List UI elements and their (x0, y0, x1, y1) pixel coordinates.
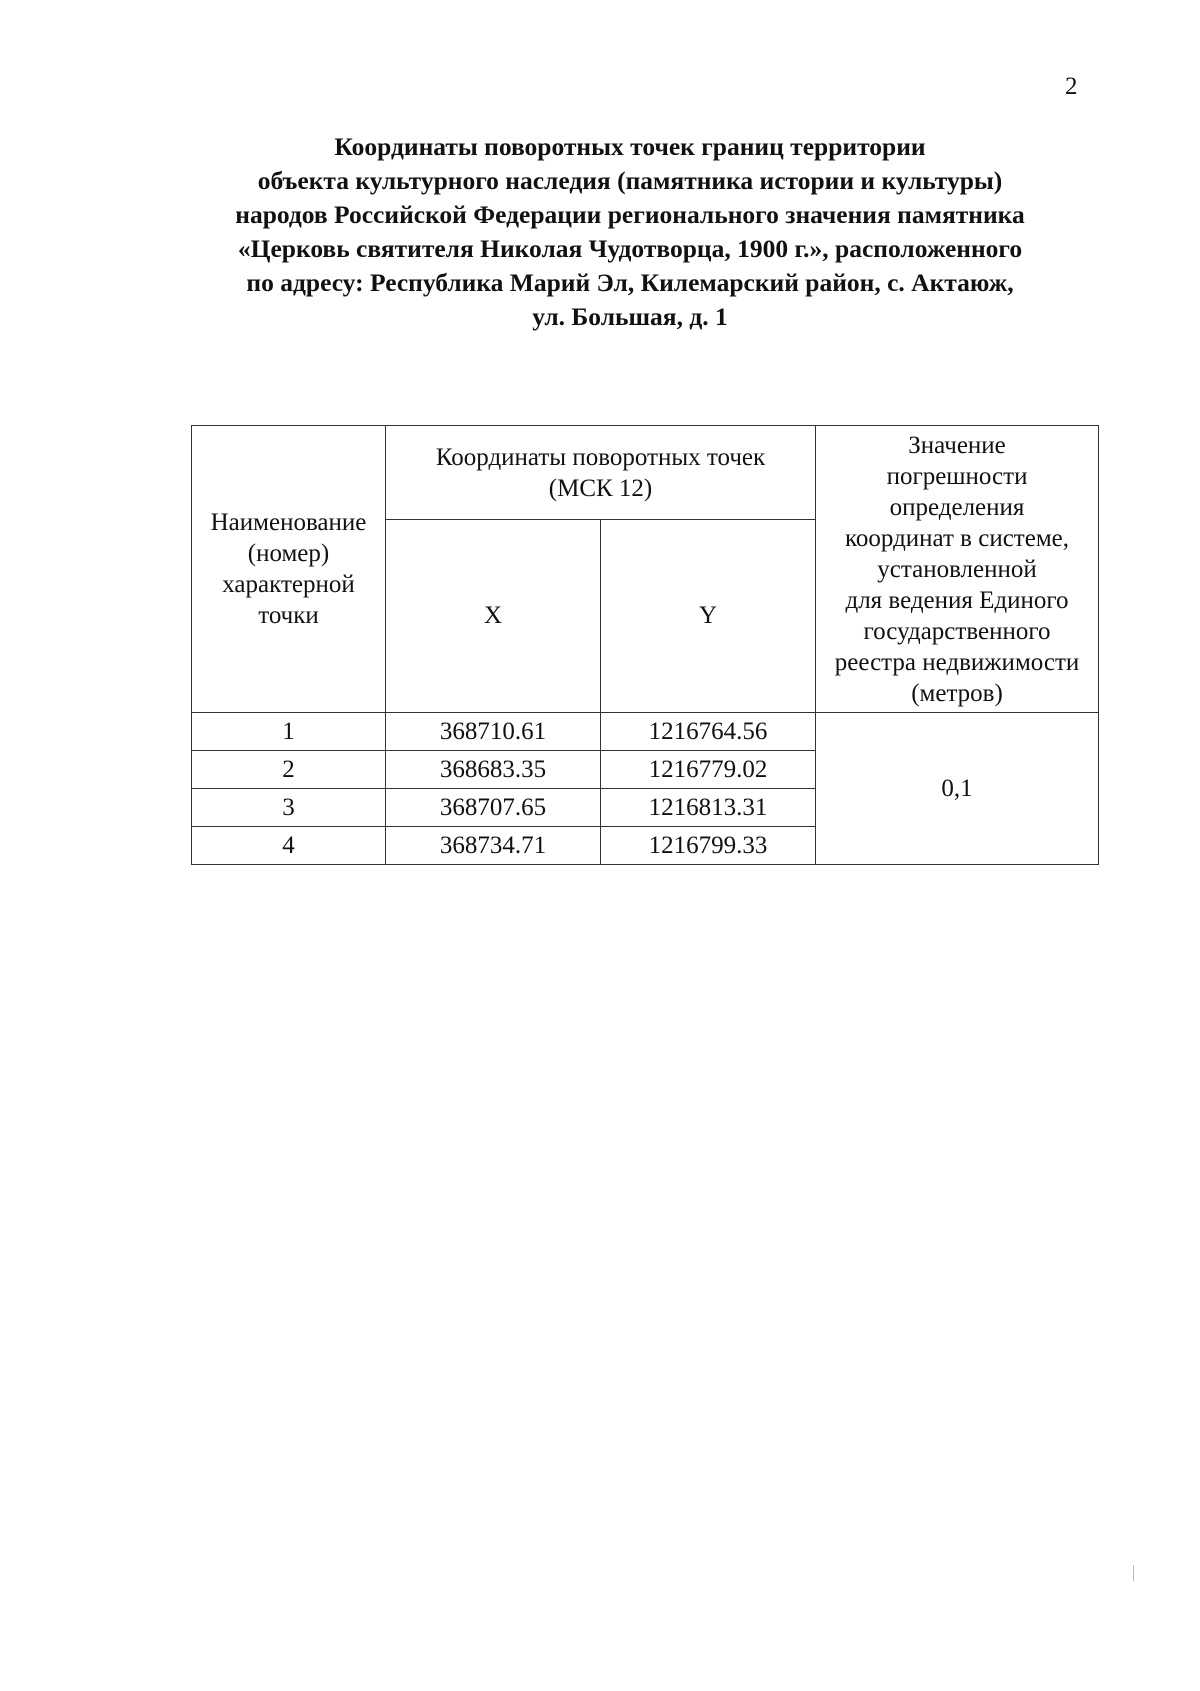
title-line-1: Координаты поворотных точек границ территории (334, 132, 926, 161)
header-accuracy (816, 426, 1099, 713)
cell-y: 1216779.02 (601, 751, 816, 789)
cell-point: 2 (192, 751, 386, 789)
title-line-4: «Церковь святителя Николая Чудотворца, 1900 г.», расположенного (237, 234, 1023, 263)
header-accuracy-line: (метров) (911, 679, 1003, 707)
header-point-name (192, 426, 386, 713)
scan-artifact-mark (1133, 1565, 1134, 1581)
header-coords-line: (МСК 12) (548, 474, 653, 502)
title-line-5: по адресу: Республика Марий Эл, Килемарский район, с. Актаюж, (246, 268, 1014, 297)
title-line-3: народов Российской Федерации регионального значения памятника (235, 200, 1025, 229)
header-accuracy-line: для ведения Единого (845, 586, 1069, 614)
cell-point: 1 (192, 713, 386, 751)
table-header-row-1 (192, 426, 1099, 520)
header-accuracy-line: определения (889, 493, 1025, 521)
cell-x: 368710.61 (386, 713, 601, 751)
header-point-name-line: Наименование (210, 509, 367, 536)
header-accuracy-line: государственного (863, 617, 1051, 645)
cell-accuracy-value: 0,1 (816, 713, 1099, 865)
header-coords-group (386, 426, 816, 520)
header-accuracy-line: установленной (877, 555, 1037, 583)
header-accuracy-line: Значение (908, 431, 1006, 459)
header-accuracy-line: реестра недвижимости (834, 648, 1080, 676)
cell-y: 1216799.33 (601, 827, 816, 865)
header-point-name-line: точки (258, 602, 319, 629)
title-line-6: ул. Большая, д. 1 (532, 302, 728, 331)
cell-x: 368683.35 (386, 751, 601, 789)
cell-x: 368734.71 (386, 827, 601, 865)
cell-x: 368707.65 (386, 789, 601, 827)
header-accuracy-line: координат в системе, (845, 524, 1069, 552)
header-y: Y (601, 520, 816, 713)
title-line-2: объекта культурного наследия (памятника истории и культуры) (257, 166, 1003, 195)
table-row (192, 713, 1099, 751)
header-point-name-line: характерной (222, 571, 355, 598)
header-point-name-line: (номер) (247, 540, 330, 567)
cell-point: 3 (192, 789, 386, 827)
cell-point: 4 (192, 827, 386, 865)
coordinates-table (191, 425, 1099, 865)
document-title (150, 130, 1110, 334)
header-accuracy-line: погрешности (886, 462, 1028, 490)
cell-y: 1216813.31 (601, 789, 816, 827)
header-coords-line: Координаты поворотных точек (435, 443, 766, 471)
page-number: 2 (1065, 73, 1078, 100)
cell-y: 1216764.56 (601, 713, 816, 751)
header-x: X (386, 520, 601, 713)
